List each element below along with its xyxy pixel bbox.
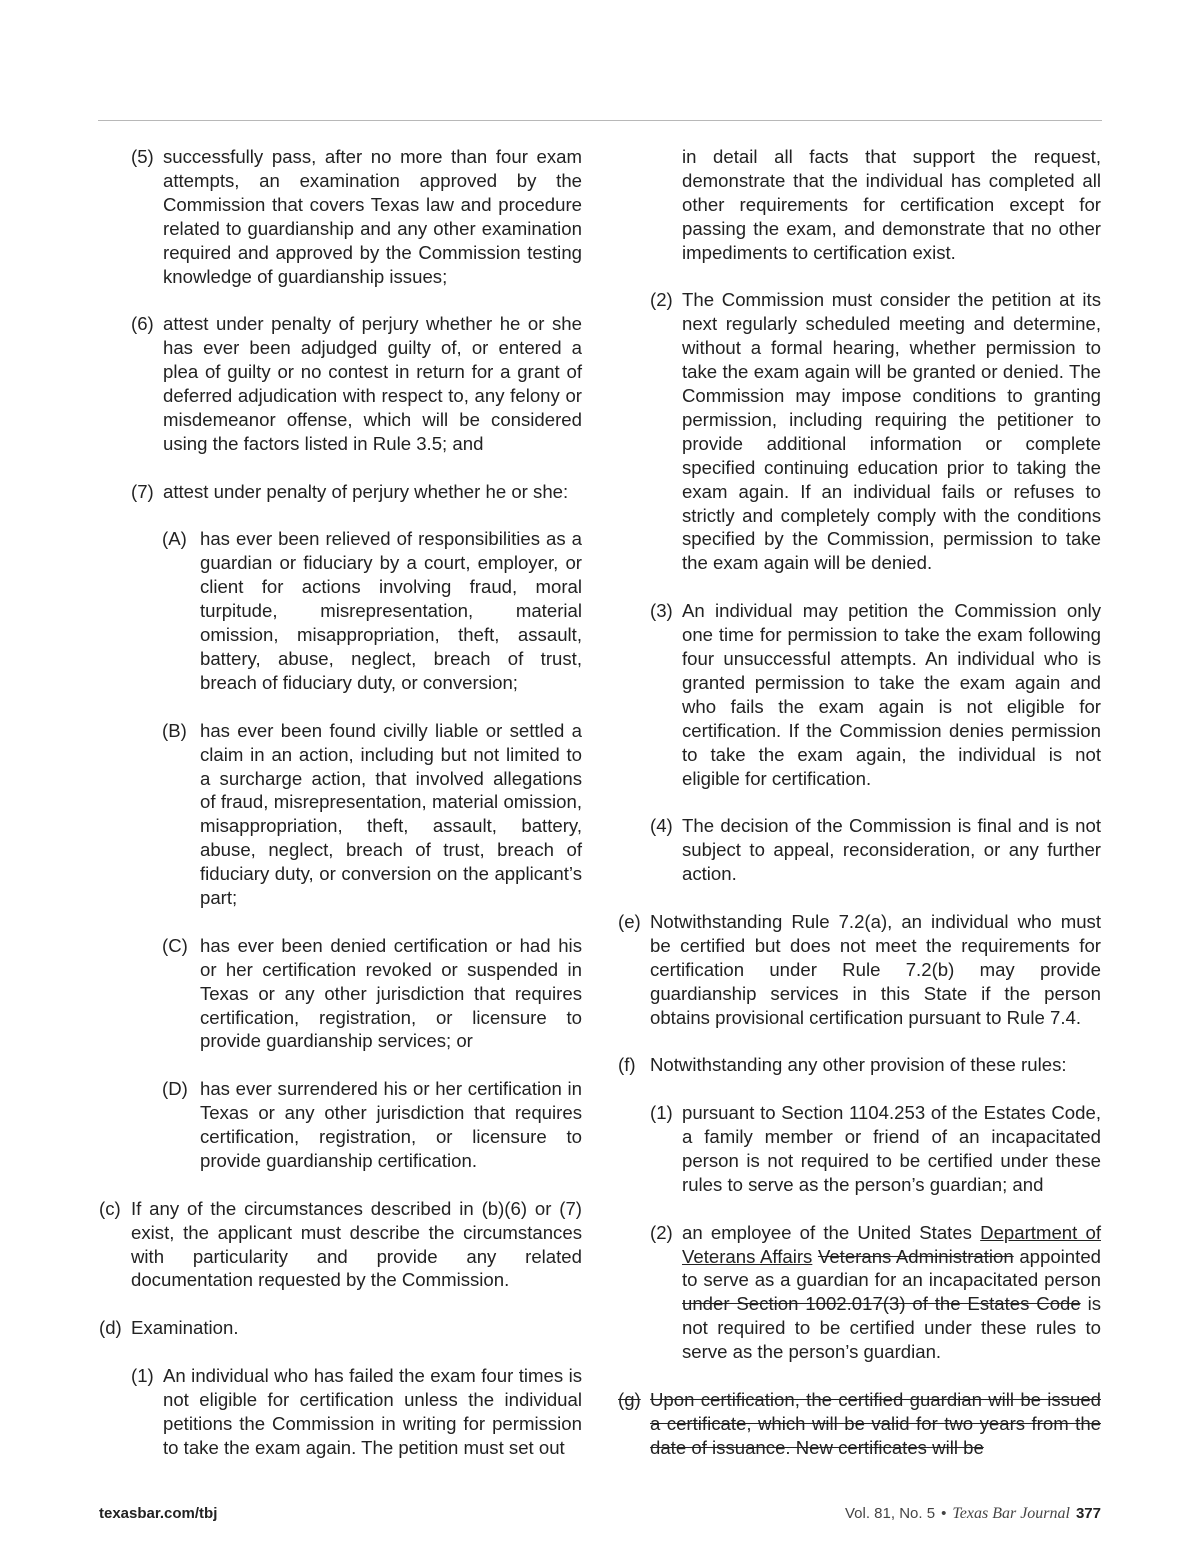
rule-item-f1 bbox=[650, 1101, 1101, 1197]
item-text: Examination. bbox=[131, 1317, 239, 1339]
rule-item-b5 bbox=[131, 145, 582, 288]
rule-item-d bbox=[99, 1316, 582, 1340]
rule-item-b7a bbox=[162, 527, 582, 694]
text-part: an employee of the United States bbox=[682, 1221, 981, 1243]
item-text: successfully pass, after no more than four exam attempts, an examination approved by the Commission that covers Texas law and procedure related to guardianship and any other examination required and approved by the Commission testing knowledge of guardianship issues; bbox=[163, 146, 582, 287]
rule-item-b6 bbox=[131, 312, 582, 455]
right-column bbox=[618, 145, 1101, 1484]
page-number: 377 bbox=[1075, 1505, 1101, 1522]
inserted-text: Department of Veterans Affairs bbox=[682, 1221, 1101, 1267]
deleted-text: under Section 1002.017(3) of the Estates Code bbox=[682, 1293, 1081, 1315]
item-text: Notwithstanding any other provision of these rules: bbox=[650, 1054, 1067, 1076]
item-label: (e) bbox=[618, 910, 641, 932]
item-text: has ever been found civilly liable or settled a claim in an action, including but not limited to a surcharge action, that involved allegations of fraud, misrepresentation, material omission, misappropriation, theft, assault, battery, abuse, neglect, breach of trust, breach of fiduciary duty, or conversion on the applicant’s part; bbox=[200, 719, 582, 909]
item-text: An individual may petition the Commission only one time for permission to take the exam following four unsuccessful attempts. An individual who is granted permission to take the exam again and who fails the exam again is not eligible for certification. If the Commission denies permission to take the exam again, the individual is not eligible for certification. bbox=[682, 600, 1101, 789]
item-label: (6) bbox=[131, 313, 154, 335]
item-label: (A) bbox=[162, 528, 187, 550]
item-label: (2) bbox=[650, 289, 673, 311]
item-label: (d) bbox=[99, 1317, 122, 1339]
item-label: (C) bbox=[162, 934, 188, 956]
item-text: The Commission must consider the petition at its next regularly scheduled meeting and determine, without a formal hearing, whether permission to take the exam again will be granted or denied. The Commission may impose conditions to granting permission, including requiring the petitioner to provide additional information or complete specified continuing education prior to taking the exam again. If an individual fails or refuses to strictly and completely comply with the conditions specified by the Commission, permission to take the exam again will be denied. bbox=[682, 289, 1101, 574]
item-text: Upon certification, the certified guardian will be issued a certificate, which will be valid for two years from the date of issuance. New certificates will be bbox=[650, 1389, 1101, 1458]
item-text: If any of the circumstances described in (b)(6) or (7) exist, the applicant must describe the circumstances with particularity and provide any related documentation requested by the Commission. bbox=[131, 1197, 582, 1291]
item-label: (g) bbox=[618, 1389, 641, 1410]
rule-item-b7d bbox=[162, 1077, 582, 1173]
item-text: has ever been denied certification or had his or her certification revoked or suspended in Texas or any other jurisdiction that requires certification, registration, or licensure to provide guardianship services; or bbox=[200, 934, 582, 1052]
rule-item-f2 bbox=[650, 1221, 1101, 1364]
footer-journal: Texas Bar Journal bbox=[952, 1505, 1070, 1522]
item-text: pursuant to Section 1104.253 of the Estates Code, a family member or friend of an incapacitated person is not required to be certified under these rules to serve as the person’s guardian; and bbox=[682, 1102, 1101, 1195]
item-label: (1) bbox=[650, 1102, 673, 1124]
item-label: (5) bbox=[131, 146, 154, 167]
item-text: An individual who has failed the exam four times is not eligible for certification unless the individual petitions the Commission in writing for permission to take the exam again. The petition must set out bbox=[163, 1365, 582, 1458]
item-label: (4) bbox=[650, 815, 673, 837]
header-rule bbox=[98, 120, 1102, 121]
left-column bbox=[99, 145, 582, 1484]
item-text: has ever surrendered his or her certification in Texas or any other jurisdiction that requires certification, registration, or licensure to provide guardianship certification. bbox=[200, 1078, 582, 1171]
item-label: (7) bbox=[131, 480, 154, 502]
rule-item-f bbox=[618, 1053, 1101, 1077]
rule-item-b7 bbox=[131, 480, 582, 504]
item-label: (2) bbox=[650, 1221, 673, 1243]
text-part: appointed to serve as a guardian for an incapacitated person bbox=[682, 1245, 1101, 1291]
rule-item-d3 bbox=[650, 599, 1101, 790]
footer-volume: Vol. 81, No. 5 bbox=[845, 1505, 936, 1522]
rule-item-d2 bbox=[650, 288, 1101, 575]
rule-item-d1 bbox=[131, 1364, 582, 1460]
item-label: (B) bbox=[162, 719, 187, 741]
rule-item-b7c bbox=[162, 934, 582, 1054]
item-label: (1) bbox=[131, 1365, 154, 1387]
rule-item-e bbox=[618, 910, 1101, 1030]
rule-item-d1-continued: in detail all facts that support the request, demonstrate that the individual has completed all other requirements for certification except for passing the exam, and demonstrate that no other impediments to certification exist. bbox=[682, 146, 1101, 263]
item-label: (f) bbox=[618, 1054, 636, 1076]
deleted-text: Veterans Administration bbox=[817, 1245, 1014, 1267]
item-text: has ever been relieved of responsibilities as a guardian or fiduciary by a court, employer, or client for actions involving fraud, moral turpitude, misrepresentation, material omission, misappropriation, theft, assault, battery, abuse, neglect, breach of trust, breach of fiduciary duty, or conversion; bbox=[200, 528, 582, 693]
item-label: (3) bbox=[650, 600, 673, 622]
item-text bbox=[682, 1221, 1101, 1364]
rule-item-b7b bbox=[162, 719, 582, 910]
rule-item-c bbox=[99, 1197, 582, 1293]
footer-citation bbox=[845, 1505, 1101, 1523]
item-label: (D) bbox=[162, 1078, 188, 1100]
item-text: Notwithstanding Rule 7.2(a), an individual who must be certified but does not meet the requirements for certification under Rule 7.2(b) may provide guardianship services in this State if the person obtains provisional certification pursuant to Rule 7.4. bbox=[650, 910, 1101, 1028]
rule-item-d4 bbox=[650, 814, 1101, 886]
item-text: The decision of the Commission is final and is not subject to appeal, reconsideration, or any further action. bbox=[682, 815, 1101, 885]
item-label: (c) bbox=[99, 1197, 121, 1219]
footer-website: texasbar.com/tbj bbox=[99, 1505, 218, 1522]
rule-item-g-deleted bbox=[618, 1388, 1101, 1460]
item-text: attest under penalty of perjury whether he or she has ever been adjudged guilty of, or entered a plea of guilty or no contest in return for a grant of deferred adjudication with respect to, any felony or misdemeanor offense, which will be considered using the factors listed in Rule 3.5; and bbox=[163, 313, 582, 454]
text-part: is not required to be certified under these rules to serve as the person’s guardian. bbox=[682, 1293, 1102, 1363]
item-text: attest under penalty of perjury whether he or she: bbox=[163, 480, 569, 502]
footer-bullet: • bbox=[941, 1505, 947, 1522]
